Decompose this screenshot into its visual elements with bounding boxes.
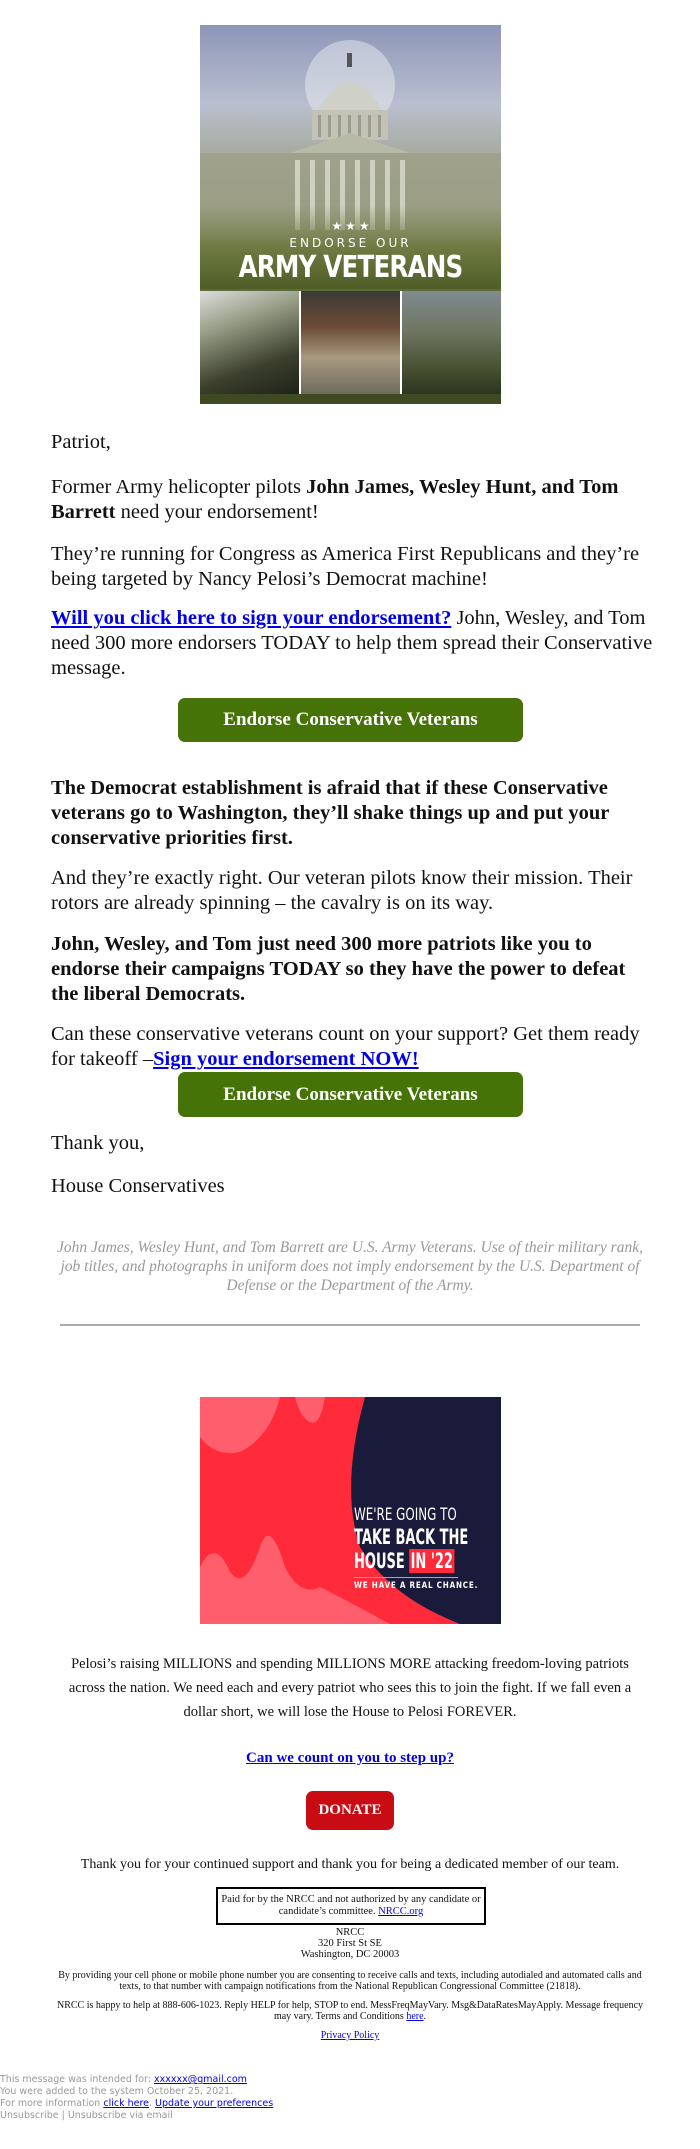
paragraph-running: They’re running for Congress as America First Republicans and they’re being targeted by Nancy Pelosi’s Democrat machine! xyxy=(51,543,640,590)
appeal-paragraph: Pelosi’s raising MILLIONS and spending MILLIONS MORE attacking freedom-loving patriots across the nation. We need each and every patriot who sees this to join the fight. If we fall even a dollar short, we will lose the House to Pelosi FOREVER. xyxy=(68,1656,632,1720)
paid-for-box xyxy=(216,1887,486,1925)
photo-wesley-hunt xyxy=(301,291,400,394)
intended-for-line xyxy=(0,2074,273,2086)
banner-line-3a: HOUSE xyxy=(354,1549,405,1573)
more-info-label: For more information xyxy=(0,2098,104,2109)
paragraph-establishment: The Democrat establishment is afraid that if these Conservative veterans go to Washington, they’ll shake things up and put your conservative priorities first. xyxy=(51,777,609,849)
banner-line-2: TAKE BACK THE xyxy=(354,1525,469,1549)
pipe-separator: | xyxy=(58,2110,68,2121)
hero-title: ARMY VETERANS xyxy=(238,250,463,285)
unsubscribe-link[interactable]: Unsubscribe xyxy=(0,2110,59,2121)
candidate-names: John James, Wesley Hunt, and Tom Barrett xyxy=(51,476,619,523)
signature: House Conservatives xyxy=(51,1175,225,1197)
click-here-link[interactable]: click here xyxy=(103,2098,149,2109)
intro-text-end: need your endorsement! xyxy=(115,501,319,523)
city-address: Washington, DC 20003 xyxy=(300,1949,400,1960)
help-text: NRCC is happy to help at 888-606-1023. Reply HELP for help, STOP to end. MessFreqMayVary. Msg&DataRatesMayApply. Message frequency may vary. Terms and Conditions xyxy=(56,2000,644,2022)
support-text: Can these conservative veterans count on your support? Get them ready for takeoff – xyxy=(51,1023,640,1070)
hero-caption-strip xyxy=(200,394,501,404)
paid-for-text: Paid for by the NRCC and not authorized by any candidate or candidate’s committee. xyxy=(221,1894,481,1917)
endorse-veterans-button[interactable]: Endorse Conservative Veterans xyxy=(178,698,523,742)
help-text-end: . xyxy=(423,2011,427,2022)
update-preferences-link[interactable]: Update your preferences xyxy=(155,2098,274,2109)
paragraph-sign xyxy=(51,606,656,681)
hero-image-endorse-army-veterans[interactable] xyxy=(200,25,501,404)
thanks-text: Thank you for your continued support and thank you for being a dedicated member of our team. xyxy=(80,1857,620,1872)
appeal-link-wrap xyxy=(40,1750,660,1767)
divider xyxy=(60,1324,640,1326)
street-address: 320 First St SE xyxy=(318,1938,382,1949)
separator: . xyxy=(149,2098,156,2109)
paragraph-mission: And they’re exactly right. Our veteran pilots know their mission. Their rotors are already spinning – the cavalry is on its way. xyxy=(51,867,633,914)
stars-icon: ★ ★ ★ xyxy=(331,219,370,233)
more-info-line xyxy=(0,2098,273,2110)
email-footer xyxy=(0,2074,273,2122)
unsubscribe-line xyxy=(0,2110,273,2122)
paragraph-support xyxy=(51,1022,656,1072)
donate-button[interactable]: DONATE xyxy=(306,1791,394,1830)
hero-subtitle: ENDORSE OUR xyxy=(289,236,412,250)
recipient-email-link[interactable]: xxxxxx@gmail.com xyxy=(154,2074,247,2085)
sign-endorsement-link[interactable]: Will you click here to sign your endorsement? xyxy=(51,607,452,629)
sms-consent: By providing your cell phone or mobile phone number you are consenting to receive calls and texts, including autodialed and automated calls and texts, to that number with campaign notifications from the National Republican Congressional Committee (21818). xyxy=(58,1970,642,1992)
privacy-wrap xyxy=(40,2030,660,2041)
intro-text: Former Army helicopter pilots xyxy=(51,476,307,498)
military-disclaimer: John James, Wesley Hunt, and Tom Barrett are U.S. Army Veterans. Use of their military rank, job titles, and photographs in uniform does not imply endorsement by the U.S. Department of Defense or the Department of the Army. xyxy=(57,1239,643,1294)
banner-line-1: WE'RE GOING TO xyxy=(354,1505,457,1525)
intended-label: This message was intended for: xyxy=(0,2074,154,2085)
sms-help xyxy=(48,2000,652,2022)
paragraph-300-patriots: John, Wesley, and Tom just need 300 more patriots like you to endorse their campaigns TODAY so they have the power to defeat the liberal Democrats. xyxy=(51,933,626,1005)
endorse-veterans-button-2[interactable]: Endorse Conservative Veterans xyxy=(178,1072,523,1117)
photo-john-james xyxy=(200,291,299,394)
sign-now-link[interactable]: Sign your endorsement NOW! xyxy=(153,1048,419,1070)
org-name: NRCC xyxy=(335,1927,365,1938)
take-back-house-banner[interactable] xyxy=(200,1397,501,1624)
veteran-photos xyxy=(200,291,501,394)
sign-text: John, Wesley, and Tom need 300 more endorsers TODAY to help them spread their Conservative message. xyxy=(51,607,653,679)
address-block xyxy=(40,1927,660,1960)
photo-tom-barrett xyxy=(402,291,501,394)
greeting: Patriot, xyxy=(51,431,111,453)
nrcc-org-link[interactable]: NRCC.org xyxy=(378,1906,424,1917)
added-date: You were added to the system October 25, 2021. xyxy=(0,2086,234,2097)
unsubscribe-email-link[interactable]: Unsubscribe via email xyxy=(67,2110,173,2121)
banner-line-4: WE HAVE A REAL CHANCE. xyxy=(354,1577,458,1591)
closing: Thank you, xyxy=(51,1132,145,1154)
count-on-you-link[interactable]: Can we count on you to step up? xyxy=(246,1750,454,1766)
paragraph-intro xyxy=(51,475,656,525)
terms-link[interactable]: here xyxy=(406,2011,424,2022)
banner-line-3b: IN '22 xyxy=(410,1549,453,1573)
privacy-policy-link[interactable]: Privacy Policy xyxy=(320,2030,380,2041)
